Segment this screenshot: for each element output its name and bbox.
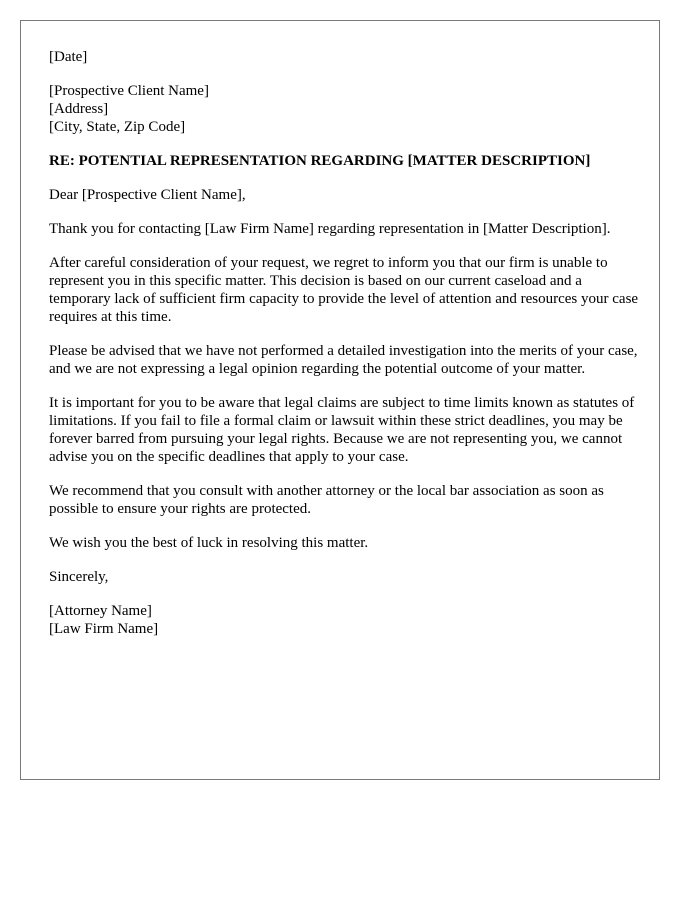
closing: Sincerely, [49, 569, 109, 585]
paragraph-thanks: Thank you for contacting [Law Firm Name] regarding representation in [Matter Description]. [49, 221, 611, 237]
paragraph-best-wishes: We wish you the best of luck in resolving this matter. [49, 535, 369, 551]
attorney-name: [Attorney Name] [49, 603, 152, 619]
recipient-address-block [49, 82, 639, 136]
paragraph-decline: After careful consideration of your request, we regret to inform you that our firm is unable to represent you in this specific matter. This decision is based on our current caseload and a temporary lack of sufficient firm capacity to provide the level of attention and resources your case requires at this time. [49, 255, 639, 325]
signature-block [49, 602, 639, 638]
paragraph-recommendation: We recommend that you consult with another attorney or the local bar association as soon as possible to ensure your rights are protected. [49, 483, 604, 517]
letter-content [49, 48, 639, 654]
letter-page [20, 20, 660, 780]
paragraph-statute-of-limitations: It is important for you to be aware that legal claims are subject to time limits known as statutes of limitations. If you fail to file a formal claim or lawsuit within these strict deadlines, you may be forever barred from pursuing your legal rights. Because we are not representing you, we cannot advise you on the specific deadlines that apply to your case. [49, 395, 635, 465]
salutation: Dear [Prospective Client Name], [49, 187, 246, 203]
subject-line: RE: POTENTIAL REPRESENTATION REGARDING [MATTER DESCRIPTION] [49, 153, 591, 169]
firm-name: [Law Firm Name] [49, 621, 159, 637]
date-text: [Date] [49, 49, 88, 65]
letter-date [49, 48, 639, 66]
recipient-address: [Address] [49, 101, 109, 117]
paragraph-no-opinion: Please be advised that we have not performed a detailed investigation into the merits of your case, and we are not expressing a legal opinion regarding the potential outcome of your matter. [49, 343, 638, 377]
recipient-city-state-zip: [City, State, Zip Code] [49, 119, 186, 135]
recipient-name: [Prospective Client Name] [49, 83, 209, 99]
